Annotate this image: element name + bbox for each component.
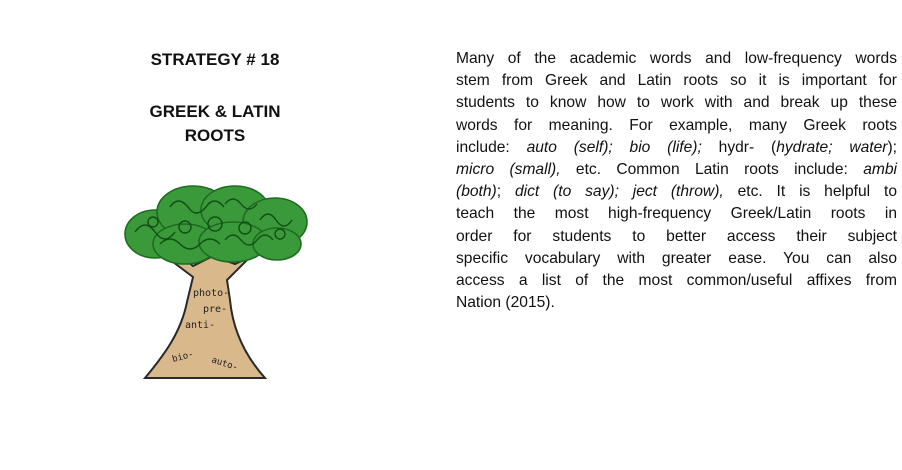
strategy-description	[456, 48, 897, 314]
tree-label-bio: bio-	[171, 349, 195, 365]
tree-label-pre: pre-	[203, 304, 228, 315]
description-line-1: Many of the academic words and low-frequency words	[456, 50, 897, 67]
tree-illustration	[115, 182, 315, 382]
topic-title-line2: ROOTS	[184, 126, 246, 145]
description-line-5: include: auto (self); bio (life); hydr- (hydrate; water);	[456, 138, 898, 156]
description-line-9: order for students to better access their subject	[456, 227, 897, 245]
description-line-3: students to know how to work with and break up these	[456, 94, 897, 112]
description-line-8: teach the most high-frequency Greek/Latin roots in	[456, 205, 897, 223]
description-line-4: words for meaning. For example, many Greek roots	[456, 116, 897, 134]
tree-label-photo: photo-	[193, 288, 230, 299]
tree-label-anti: anti-	[185, 320, 216, 331]
description-line-12: Nation (2015).	[456, 294, 555, 312]
description-line-10: specific vocabulary with greater ease. You can also	[456, 249, 897, 267]
topic-title	[85, 100, 345, 148]
tree-label-auto: auto-	[210, 355, 239, 374]
topic-title-line1: GREEK & LATIN	[149, 102, 281, 121]
description-line-2: stem from Greek and Latin roots so it is important for	[456, 72, 897, 90]
description-line-11: access a list of the most common/useful affixes from	[456, 272, 897, 290]
tree-trunk	[145, 252, 265, 378]
description-line-6: micro (small), etc. Common Latin roots include: ambi	[456, 161, 897, 179]
strategy-title: STRATEGY # 18	[150, 50, 280, 69]
description-line-7: (both); dict (to say); ject (throw), etc. It is helpful to	[456, 183, 897, 201]
